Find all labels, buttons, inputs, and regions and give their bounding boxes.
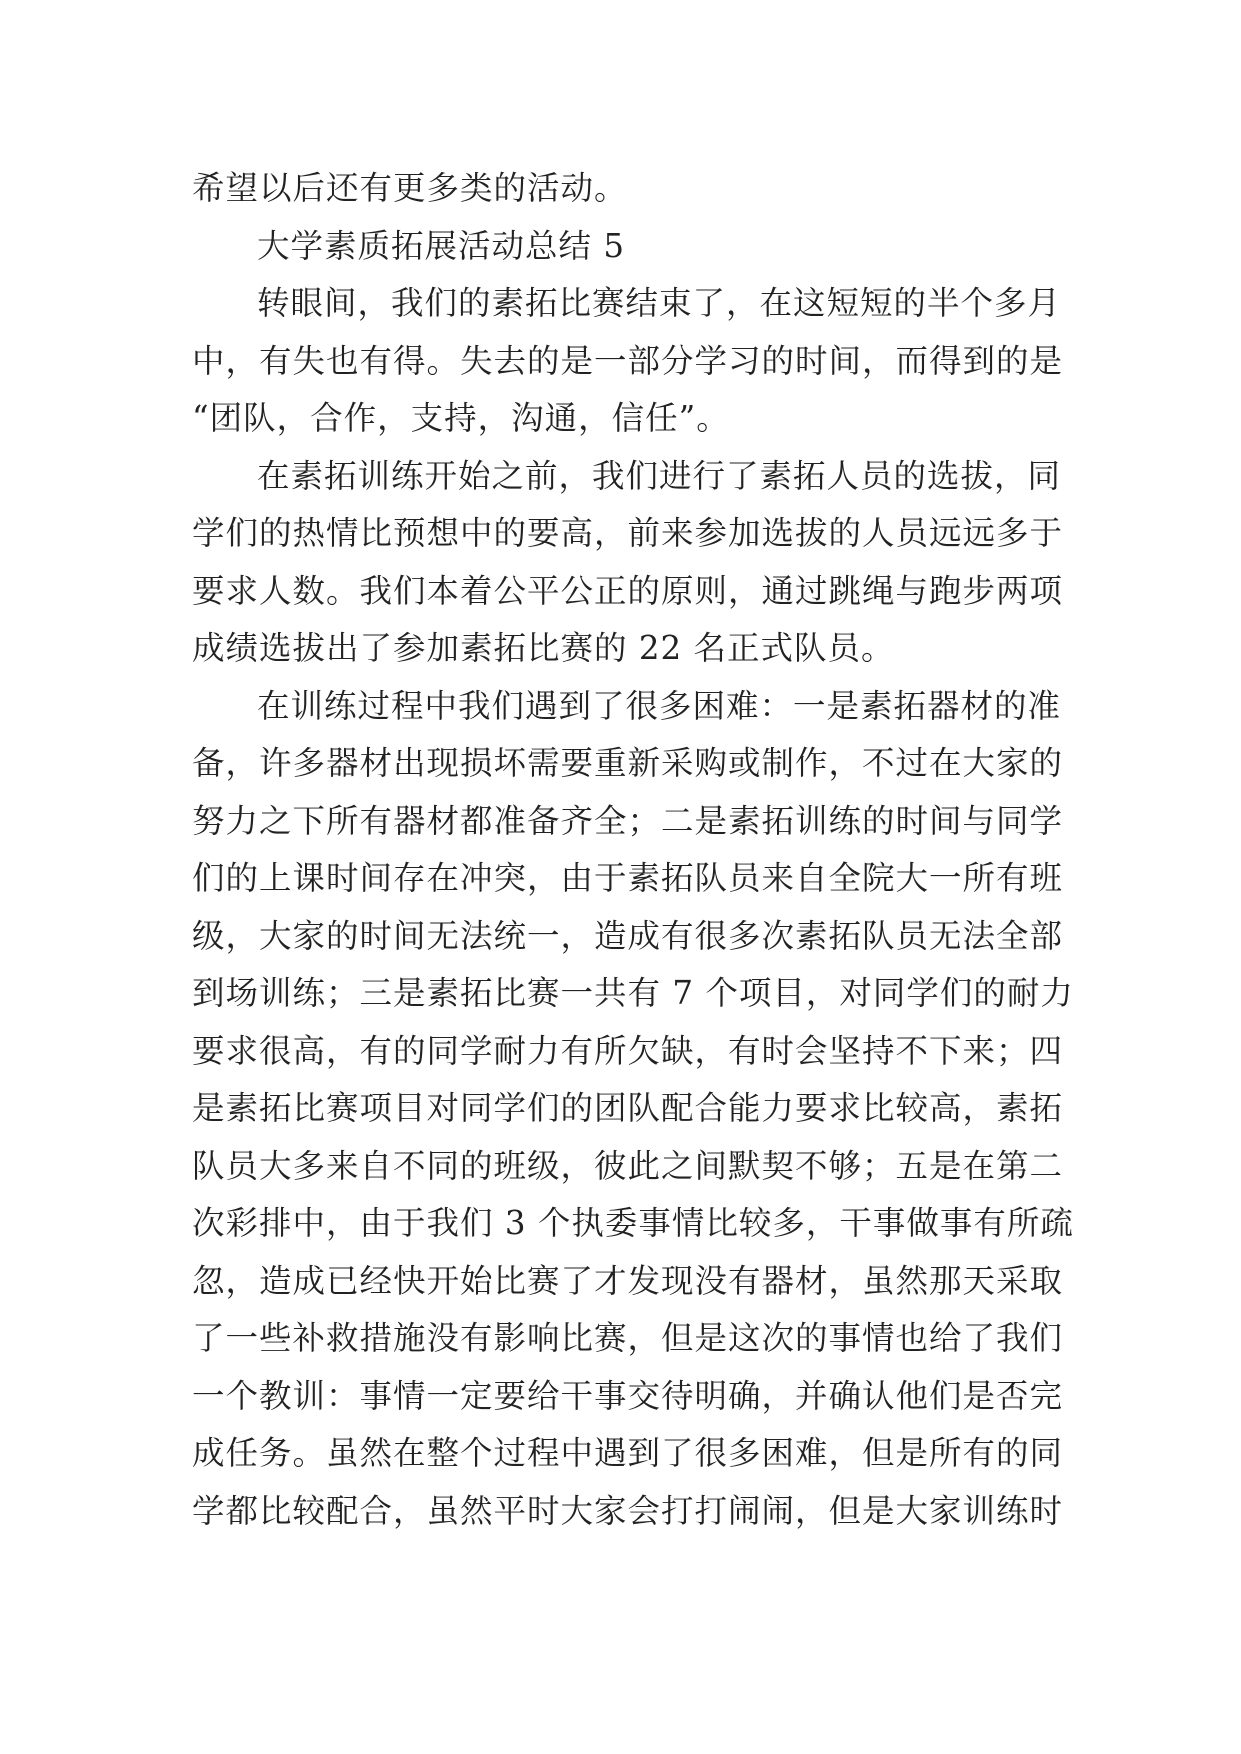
text-line: 学们的热情比预想中的要高，前来参加选拔的人员远远多于 bbox=[192, 514, 1064, 552]
text-line: “团队，合作，支持，沟通，信任”。 bbox=[192, 399, 730, 437]
text-line: 努力之下所有器材都准备齐全；二是素拓训练的时间与同学 bbox=[192, 801, 1064, 840]
text-line: 在训练过程中我们遇到了很多困难：一是素拓器材的准 bbox=[257, 686, 1062, 725]
text-line: 在素拓训练开始之前，我们进行了素拓人员的选拔，同 bbox=[257, 456, 1062, 495]
text-line: 中，有失也有得。失去的是一部分学习的时间，而得到的是 bbox=[192, 341, 1064, 380]
text-line: 到场训练；三是素拓比赛一共有 7 个项目，对同学们的耐力 bbox=[192, 974, 1074, 1012]
section-heading: 大学素质拓展活动总结 5 bbox=[257, 226, 626, 265]
text-line: 是素拓比赛项目对同学们的团队配合能力要求比较高，素拓 bbox=[192, 1089, 1064, 1127]
text-line: 备，许多器材出现损坏需要重新采购或制作，不过在大家的 bbox=[192, 744, 1064, 782]
text-line: 希望以后还有更多类的活动。 bbox=[192, 169, 628, 207]
text-line: 要求很高，有的同学耐力有所欠缺，有时会坚持不下来；四 bbox=[192, 1031, 1064, 1070]
text-line: 成任务。虽然在整个过程中遇到了很多困难，但是所有的同 bbox=[192, 1434, 1064, 1472]
text-line: 次彩排中，由于我们 3 个执委事情比较多，干事做事有所疏 bbox=[192, 1204, 1074, 1242]
text-line: 队员大多来自不同的班级，彼此之间默契不够；五是在第二 bbox=[192, 1146, 1064, 1185]
text-line: 要求人数。我们本着公平公正的原则，通过跳绳与跑步两项 bbox=[192, 571, 1064, 610]
document-body bbox=[192, 160, 1074, 1540]
text-line: 忽，造成已经快开始比赛了才发现没有器材，虽然那天采取 bbox=[192, 1261, 1064, 1300]
text-line: 一个教训：事情一定要给干事交待明确，并确认他们是否完 bbox=[192, 1376, 1064, 1415]
text-line: 转眼间，我们的素拓比赛结束了，在这短短的半个多月 bbox=[257, 284, 1062, 322]
text-line: 了一些补救措施没有影响比赛，但是这次的事情也给了我们 bbox=[192, 1319, 1064, 1357]
text-line: 成绩选拔出了参加素拓比赛的 22 名正式队员。 bbox=[192, 629, 895, 667]
text-line: 级，大家的时间无法统一，造成有很多次素拓队员无法全部 bbox=[192, 916, 1064, 955]
text-line: 学都比较配合，虽然平时大家会打打闹闹，但是大家训练时 bbox=[192, 1491, 1064, 1530]
text-line: 们的上课时间存在冲突，由于素拓队员来自全院大一所有班 bbox=[192, 859, 1064, 897]
